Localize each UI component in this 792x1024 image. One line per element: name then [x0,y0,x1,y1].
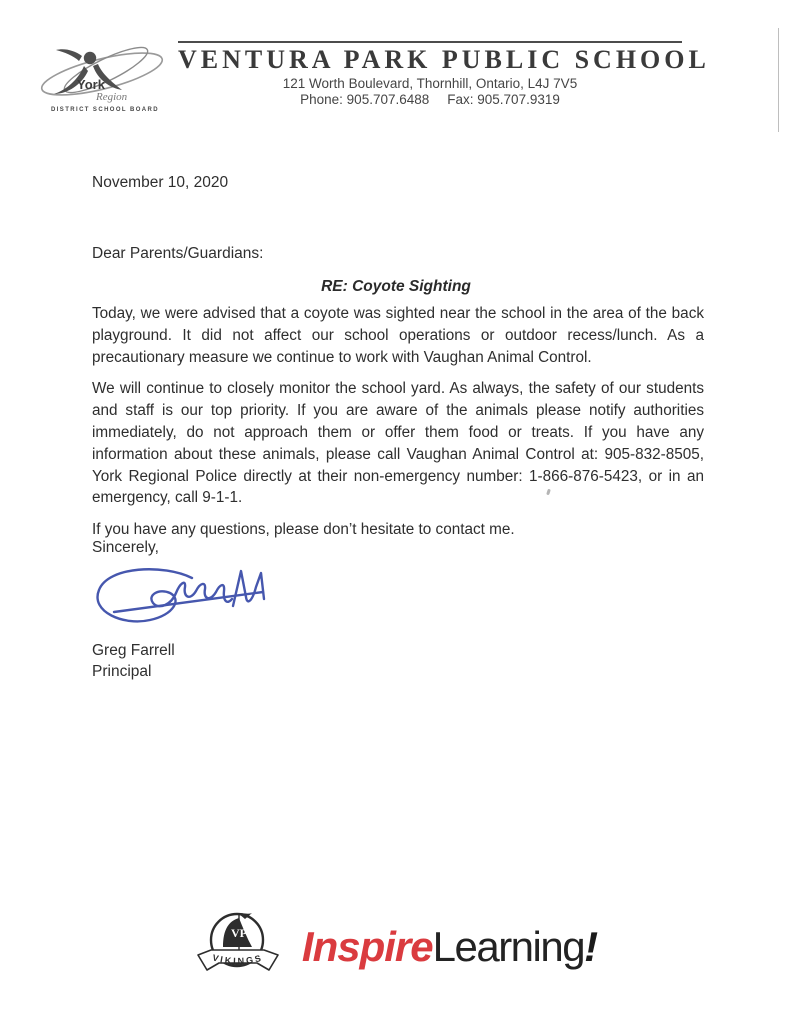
board-logo-org-label: York [77,77,105,92]
inspire-learning-logo [302,920,598,968]
school-phone: Phone: 905.707.6488 [300,92,430,107]
handwritten-signature [92,564,272,630]
school-address: 121 Worth Boulevard, Thornhill, Ontario, L4J 7V5 [282,76,578,91]
school-contact-line [178,92,682,107]
body-paragraph: If you have any questions, please don’t hesitate to contact me. [92,521,515,539]
letterhead-rule [178,41,682,43]
board-logo-suborg-label: DISTRICT SCHOOL BOARD [51,107,159,113]
signature-block [92,640,175,682]
board-logo-region-label: Region [96,91,128,103]
school-fax: Fax: 905.707.9319 [447,92,560,107]
slogan-inspire: Inspire [301,923,433,970]
letterhead [178,41,710,107]
signer-name: Greg Farrell [92,642,175,659]
slogan-learning: Learning [432,923,585,970]
vp-vikings-crest [194,910,282,978]
crest-initials: VP [230,926,247,940]
scan-artifact-line [778,28,779,132]
letter-date: November 10, 2020 [92,174,229,191]
closing: Sincerely, [92,539,159,556]
body-paragraph: We will continue to closely monitor the school yard. As always, the safety of our students and staff is our top priority. If you are aware of the animals please notify authorities immediately, do not approach them or offer them food or treats. If you have any information about these animals, please call Vaughan Animal Control at: 905-832-8505, York Regional Police directly at their non-emergency number: 1-866-876-5423, or in an emergency, call 9-1-1. [92,380,704,507]
body-paragraph: Today, we were advised that a coyote was sighted near the school in the area of the back playground. It did not affect our school operations or outdoor recess/lunch. As a precautionary measure we continue to work with Vaughan Animal Control. [92,305,704,366]
signature-ink [92,564,272,630]
crest-banner-text: VIKINGS [211,952,264,967]
school-name: VENTURA PARK PUBLIC SCHOOL [178,45,710,74]
signer-title: Principal [92,663,152,680]
york-region-board-logo [34,40,174,118]
letter-body [92,303,704,551]
salutation: Dear Parents/Guardians: [92,245,264,262]
footer-branding [0,910,792,978]
subject-line: RE: Coyote Sighting [321,278,471,295]
york-region-logo-graphic [34,40,174,118]
slogan-exclamation: ! [584,923,599,970]
